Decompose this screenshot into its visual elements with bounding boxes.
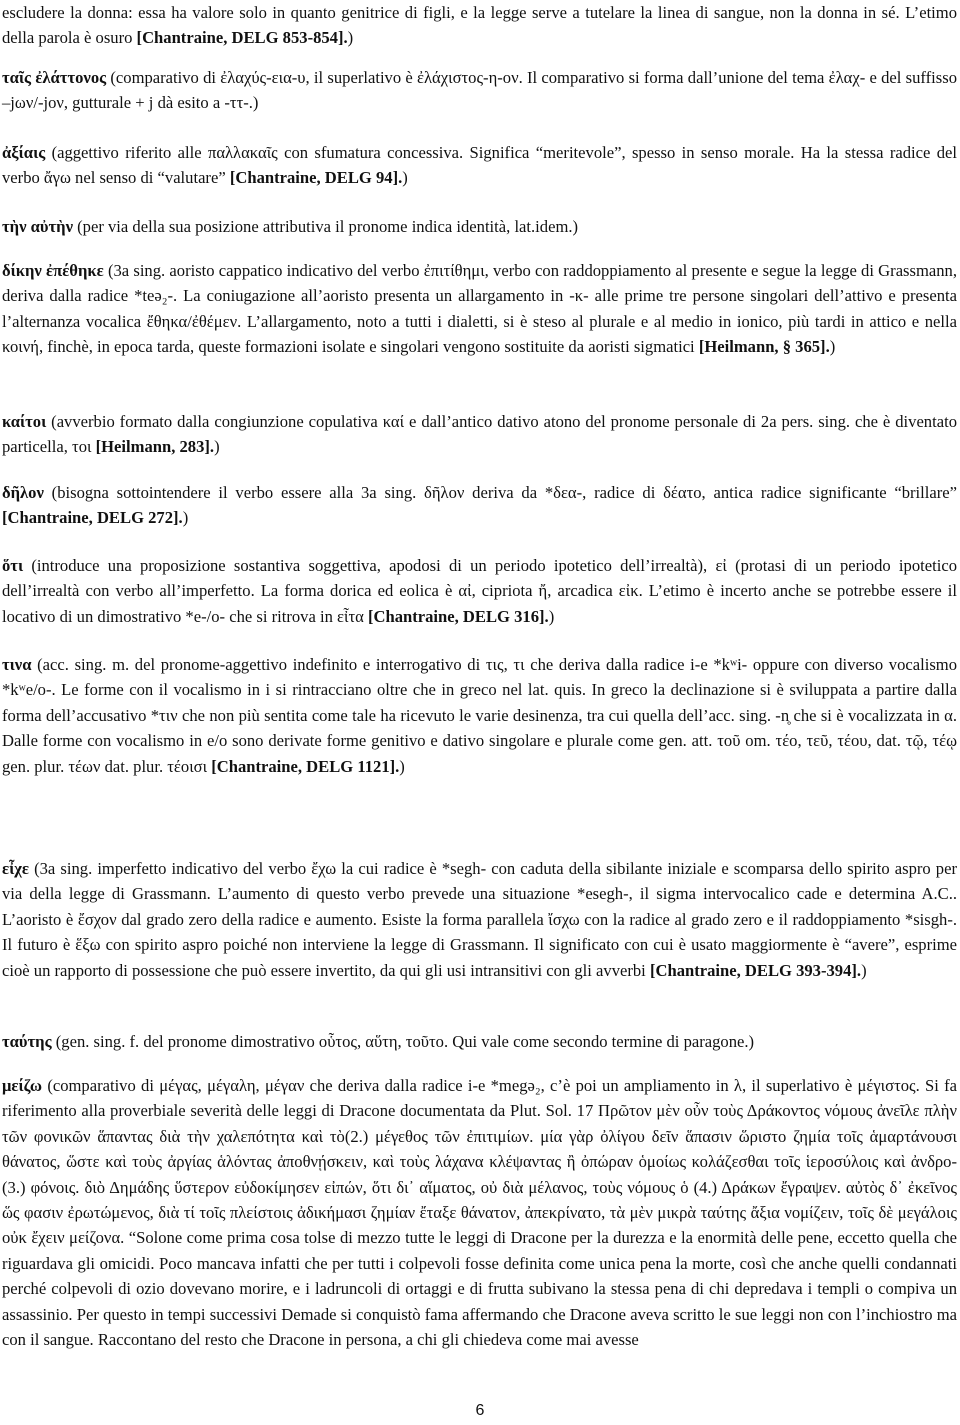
citation: [Chantraine, DELG 393-394]. bbox=[649, 960, 862, 980]
para-text: (3a sing. imperfetto indicativo del verbo ἔχω la cui radice è *segh- con caduta della sibilante iniziale e scomparsa dello spirito aspro per via della legge di Grassmann. L’aumento di questo verbo prevede una situazione *esegh-, il sigma intervocalico cade e determina A.C.. L’aoristo è ἔσχον dal grado zero della radice e aumento. Esiste la forma parallela ἴσχω con la radice al grado zero e il raddoppiamento *sisgh-. Il futuro è ἕξω con spirito aspro poiché non interviene la legge di Grassmann. Il significato con cui è usato maggiormente è “avere”, esprime cioè un rapporto di possessione che può essere invertito, da qui gli usi intransitivi con gli avverbi bbox=[2, 859, 957, 980]
paragraph-entry bbox=[2, 258, 957, 360]
para-text: escludere la donna: essa ha valore solo in quanto genitrice di figli, e la legge serve a tutelare la linea di sangue, non la donna in sé. L’etimo della parola è osuro bbox=[2, 3, 957, 48]
paragraph-entry bbox=[2, 480, 957, 531]
para-text: (gen. sing. f. del pronome dimostrativo οὗτος, αὕτη, τοῦτο. Qui vale come secondo termine di paragone.) bbox=[51, 1032, 755, 1051]
citation: [Chantraine, DELG 94]. bbox=[229, 168, 403, 188]
citation: [Heilmann, 283]. bbox=[95, 437, 215, 457]
paragraph-entry bbox=[2, 214, 957, 239]
para-text: (comparativo di ἐλαχύς-εια-υ, il superlativo è ἐλάχιστος-η-ον. Il comparativo si forma dall’unione del tema ἐλαχ- e del suffisso –jων/-jον, gutturale + j dà esito a -ττ-.) bbox=[2, 68, 957, 113]
paragraph-intro bbox=[2, 0, 957, 51]
lemma: τὴν αὐτὴν bbox=[2, 217, 73, 236]
para-text: (avverbio formato dalla congiunzione copulativa καί e dall’antico dativo atono del pronome personale di 2a pers. sing. che è diventato particella, τοι bbox=[2, 412, 957, 457]
paragraph-entry bbox=[2, 409, 957, 460]
paragraph-entry bbox=[2, 1073, 957, 1352]
lemma: δῆλον bbox=[2, 483, 44, 502]
lemma: μείζω bbox=[2, 1076, 43, 1095]
para-text: (comparativo di μέγας, μέγαλη, μέγαν che deriva dalla radice i-e *megə₂, c’è poi un ampliamento in λ, il superlativo è μέγιστος. Si fa riferimento alla proverbiale severità delle leggi di Dracone documentata da Plut. Sol. 17 Πρῶτον μὲν οὖν τοὺς Δράκοντος νόμους ἀνεῖλε πλὴν τῶν φονικῶν ἅπαντας διὰ τὴν χαλεπότητα καὶ τὸ(2.) μέγεθος τῶν ἐπιτιμίων. μία γὰρ ὀλίγου δεῖν ἅπασιν ὥριστο ζημία τοῖς ἁμαρτάνουσι θάνατος, ὥστε καὶ τοὺς ἀργίας ἁλόντας ἀποθνῄσκειν, καὶ τοὺς λάχανα κλέψαντας ἢ ὀπώραν ὁμοίως κολάζεσθαι τοῖς ἱεροσύλοις καὶ ἀνδρο- (3.) φόνοις. διὸ Δημάδης ὕστερον εὐδοκίμησεν εἰπών, ὅτι δι᾽ αἵματος, οὐ διὰ μέλανος, τοὺς νόμους ὁ (4.) Δράκων ἔγραψεν. αὐτὸς δ᾽ ἐκεῖνος ὥς φασιν ἐρωτώμενος, διὰ τί τοῖς πλείστοις ἀδικήμασι ζημίαν ἔταξε θάνατον, ἀπεκρίνατο, τὰ μὲν μικρὰ ταύτης ἄξια νομίζειν, τοῖς δὲ μεγάλοις οὐκ ἔχειν μείζονα. “Solone come prima cosa tolse di mezzo tutte le leggi di Dracone per la durezza e la enormità delle pene, eccetto quella che riguardava gli omicidi. Poco mancava infatti che per tutti i colpevoli fosse definita come unica pena la morte, così che anche quelli condannati perché colpevoli di ozio dovevano morire, e i ladruncoli di ortaggi e di frutta subivano la stessa pena di chi depredava i templi o compiva un assassinio. Per questo in tempi successivi Demade si conquistò fama affermando che Dracone aveva scritto le sue leggi non con l’inchiostro ma con il sangue. Raccontano del resto che Dracone in persona, a chi gli chiedeva come mai avesse bbox=[2, 1076, 957, 1350]
citation: [Heilmann, § 365]. bbox=[698, 337, 830, 357]
para-tail: ) bbox=[182, 508, 189, 528]
para-text: (per via della sua posizione attributiva il pronome indica identità, lat.idem.) bbox=[73, 217, 579, 236]
lemma: καίτοι bbox=[2, 412, 47, 431]
para-tail: ) bbox=[861, 960, 867, 980]
para-tail: ) bbox=[402, 168, 408, 188]
paragraph-entry bbox=[2, 1029, 957, 1054]
page-number: 6 bbox=[475, 1402, 485, 1419]
para-tail: ) bbox=[829, 337, 836, 357]
lemma: ἀξίαις bbox=[2, 143, 46, 162]
lemma: ταύτης bbox=[2, 1032, 52, 1051]
lemma: ταῖς ἐλάττονος bbox=[2, 68, 107, 87]
lemma: δίκην ἐπέθηκε bbox=[2, 261, 104, 280]
paragraph-entry bbox=[2, 140, 957, 191]
para-tail: ) bbox=[214, 437, 220, 457]
lemma: τινα bbox=[2, 655, 32, 674]
citation: [Chantraine, DELG 316]. bbox=[367, 606, 549, 626]
citation: [Chantraine, DELG 1121]. bbox=[211, 756, 400, 776]
para-text: (3a sing. aoristo cappatico indicativo del verbo ἐπιτίθημι, verbo con raddoppiamento al presente e segue la legge di Grassmann, deriva dalla radice *teə₂-. La coniugazione all’aoristo presenta un allargamento in -κ- alle prime tre persone singolari dell’attivo e presenta l’alternanza vocalica ἔθηκα/ἐθέμεν. L’allargamento, noto a tutti i dialetti, si è steso al plurale e al medio in ionico, più tardi in attico e nella κοινή, finchè, in epoca tarda, queste formazioni isolate e singolari vengono sostituite da aoristi sigmatici bbox=[2, 261, 957, 357]
para-tail: ) bbox=[347, 28, 354, 48]
paragraph-entry bbox=[2, 553, 957, 629]
para-text: (acc. sing. m. del pronome-aggettivo indefinito e interrogativo di τις, τι che deriva dalla radice i-e *kʷi- oppure con diverso vocalismo *kʷe/o-. Le forme con il vocalismo in i si rintracciano oltre che in greco nel lat. quis. In greco la declinazione si è sviluppata a partire dalla forma dell’accusativo *τιν che non più sentita come tale ha ricevuto le varie desinenza, tra cui quella dell’acc. sing. -n̥ che si è vocalizzata in α. Dalle forme con vocalismo in e/o sono derivate forme genitivo e dativo singolare e plurale come gen. att. τοῦ om. τέο, τεῦ, τέου, dat. τῷ, τέῳ gen. plur. τέων dat. plur. τέοισι bbox=[2, 655, 957, 776]
para-text: (introduce una proposizione sostantiva soggettiva, apodosi di un periodo ipotetico dell’irrealtà), εἰ (protasi di un periodo ipotetico dell’irrealtà con verbo all’imperfetto. La forma dorica ed eolica è αἰ, cipriota ἤ, arcadica εἰκ. L’etimo è incerto anche se potrebbe essere il locativo di un dimostrativo *e-/o- che si ritrova in εἶτα bbox=[2, 556, 957, 626]
paragraph-entry bbox=[2, 652, 957, 779]
lemma: ὅτι bbox=[2, 556, 24, 575]
lemma: εἶχε bbox=[2, 859, 29, 878]
citation: [Chantraine, DELG 272]. bbox=[2, 508, 183, 528]
paragraph-entry bbox=[2, 65, 957, 116]
para-text: (aggettivo riferito alle παλλακαῖς con sfumatura concessiva. Significa “meritevole”, spesso in senso morale. Ha la stessa radice del verbo ἄγω nel senso di “valutare” bbox=[2, 143, 957, 188]
para-text: (bisogna sottointendere il verbo essere alla 3a sing. δῆλον deriva da *δεα-, radice di δέατο, antica radice significante “brillare” bbox=[43, 483, 957, 502]
citation: [Chantraine, DELG 853-854]. bbox=[136, 28, 348, 48]
paragraph-entry bbox=[2, 856, 957, 983]
para-tail: ) bbox=[548, 606, 555, 626]
para-tail: ) bbox=[399, 756, 405, 776]
